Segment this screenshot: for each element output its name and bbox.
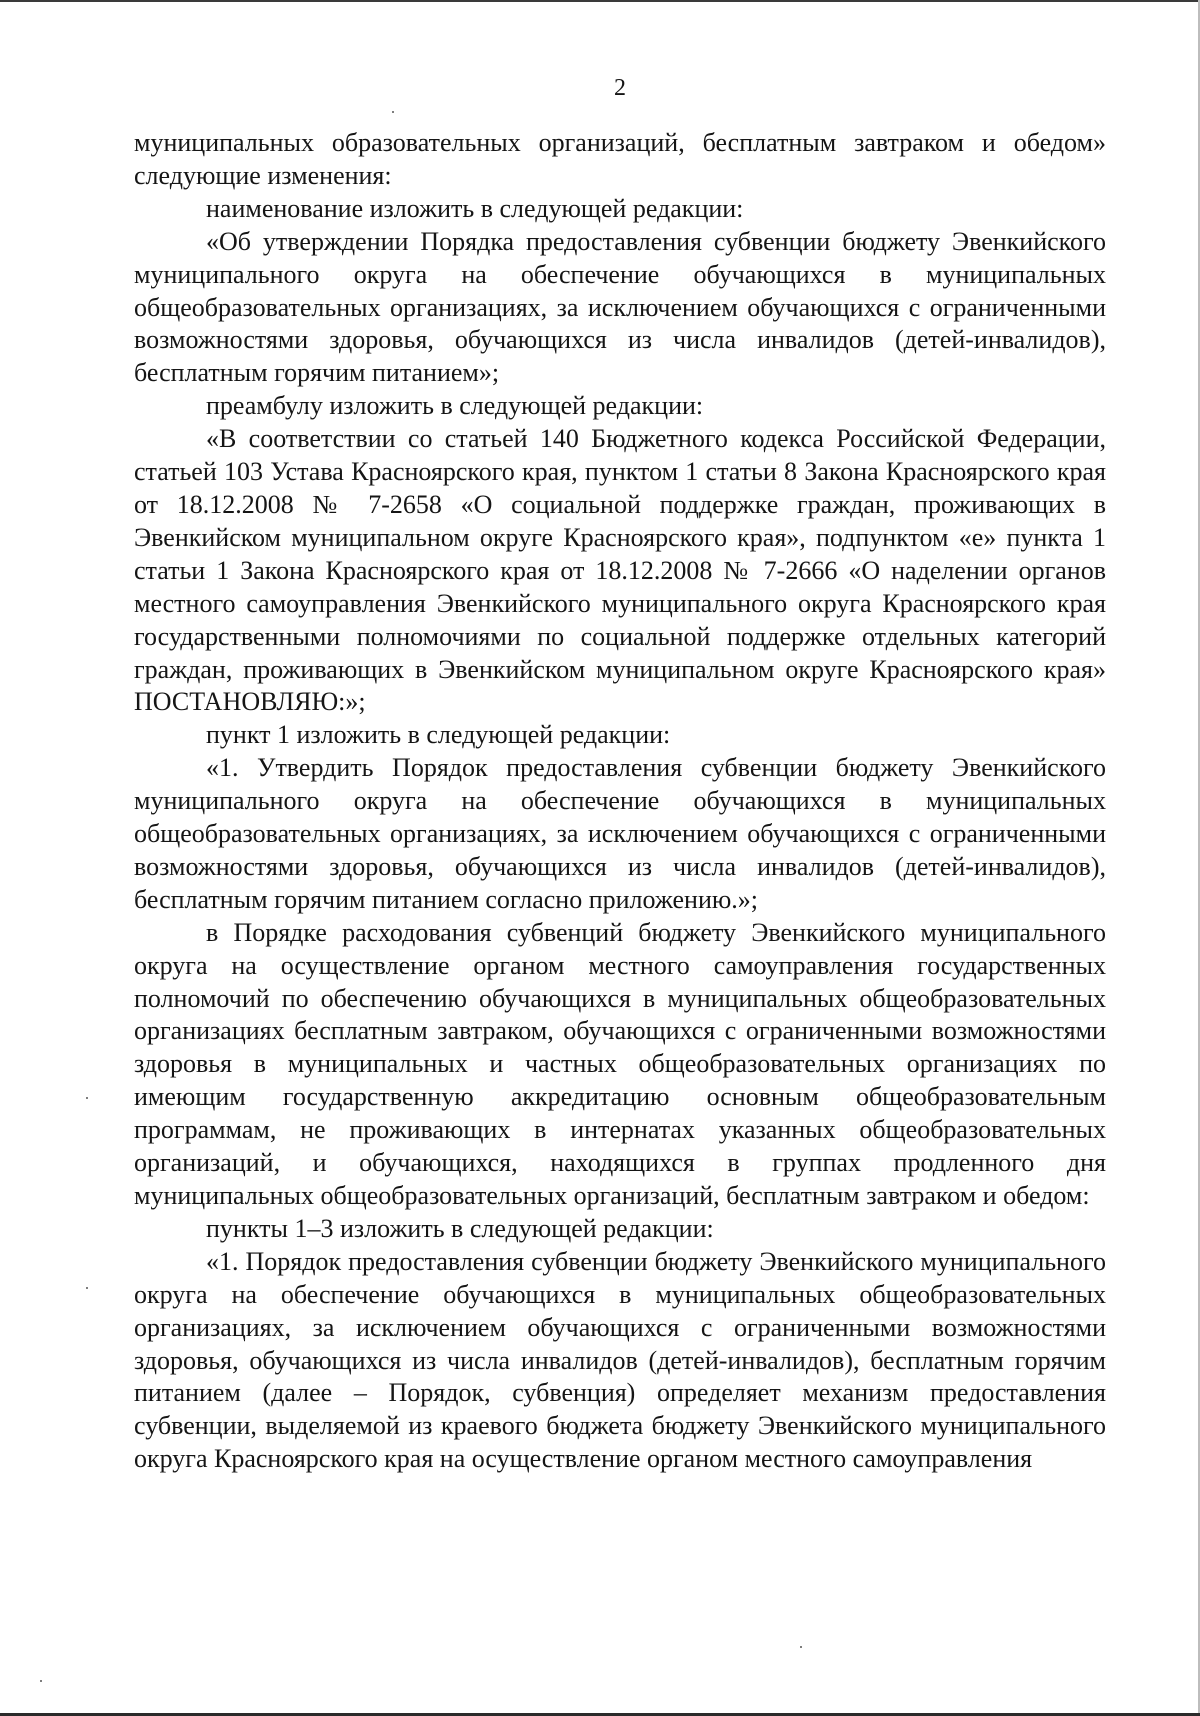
paragraph: пункт 1 изложить в следующей редакции: xyxy=(206,720,671,750)
paragraph: «1. Утвердить Порядок предоставления субвенции бюджету Эвенкийского муниципального округа на обеспечение обучающихся в муниципальных общеобразовательных организациях, за исключением обучающихся с ограниченными возможностями здоровья, обучающихся из числа инвалидов (детей-инвалидов), бесплатным горячим питанием согласно приложению.»; xyxy=(134,753,1106,914)
paragraph: «В соответствии со статьей 140 Бюджетного кодекса Российской Федерации, статьей 103 Устава Красноярского края, пунктом 1 статьи 8 Закона Красноярского края от 18.12.2008 № 7-2658 «О социальной поддержке граждан, проживающих в Эвенкийском муниципальном округе Красноярского края», подпунктом «е» пункта 1 статьи 1 Закона Красноярского края от 18.12.2008 № 7-2666 «О наделении органов местного самоуправления Эвенкийского муниципального округа Красноярского края государственными полномочиями по социальной поддержке отдельных категорий граждан, проживающих в Эвенкийском муниципальном округе Красноярского края» ПОСТАНОВЛЯЮ:»; xyxy=(134,424,1106,717)
paragraph: «Об утверждении Порядка предоставления субвенции бюджету Эвенкийского муниципального округа на обеспечение обучающихся в муниципальных общеобразовательных организациях, за исключением обучающихся с ограниченными возможностями здоровья, обучающихся из числа инвалидов (детей-инвалидов), бесплатным горячим питанием»; xyxy=(134,226,1106,388)
scan-speck xyxy=(392,111,394,113)
paragraph: наименование изложить в следующей редакции: xyxy=(206,193,744,223)
paragraph: пункты 1–3 изложить в следующей редакции: xyxy=(206,1213,714,1243)
scan-speck xyxy=(800,1646,802,1648)
paragraph: преамбулу изложить в следующей редакции: xyxy=(206,391,704,421)
paragraph: «1. Порядок предоставления субвенции бюджету Эвенкийского муниципального округа на обеспечение обучающихся в муниципальных общеобразовательных организациях, за исключением обучающихся с ограниченными возможностями здоровья, обучающихся из числа инвалидов (детей-инвалидов), бесплатным горячим питанием (далее – Порядок, субвенция) определяет механизм предоставления субвенции, выделяемой из краевого бюджета бюджету Эвенкийского муниципального округа Красноярского края на осуществление органом местного самоуправления xyxy=(134,1246,1106,1474)
page-number: 2 xyxy=(614,75,626,101)
scan-top-edge xyxy=(0,0,1200,2)
paragraph: в Порядке расходования субвенций бюджету Эвенкийского муниципального округа на осуществление органом местного самоуправления государственных полномочий по обеспечению обучающихся в муниципальных общеобразовательных организациях бесплатным завтраком, обучающихся с ограниченными возможностями здоровья в муниципальных и частных общеобразовательных организациях по имеющим государственную аккредитацию основным общеобразовательным программам, не проживающих в интернатах указанных общеобразовательных организаций, и обучающихся, находящихся в группах продленного дня муниципальных общеобразовательных организаций, бесплатным завтраком и обедом: xyxy=(134,917,1106,1210)
paragraph: муниципальных образовательных организаций, бесплатным завтраком и обедом» следующие изменения: xyxy=(134,128,1106,190)
scan-speck xyxy=(86,1097,88,1099)
document-body xyxy=(134,127,1106,1476)
scan-speck xyxy=(86,1287,88,1289)
scan-speck xyxy=(40,1680,42,1682)
